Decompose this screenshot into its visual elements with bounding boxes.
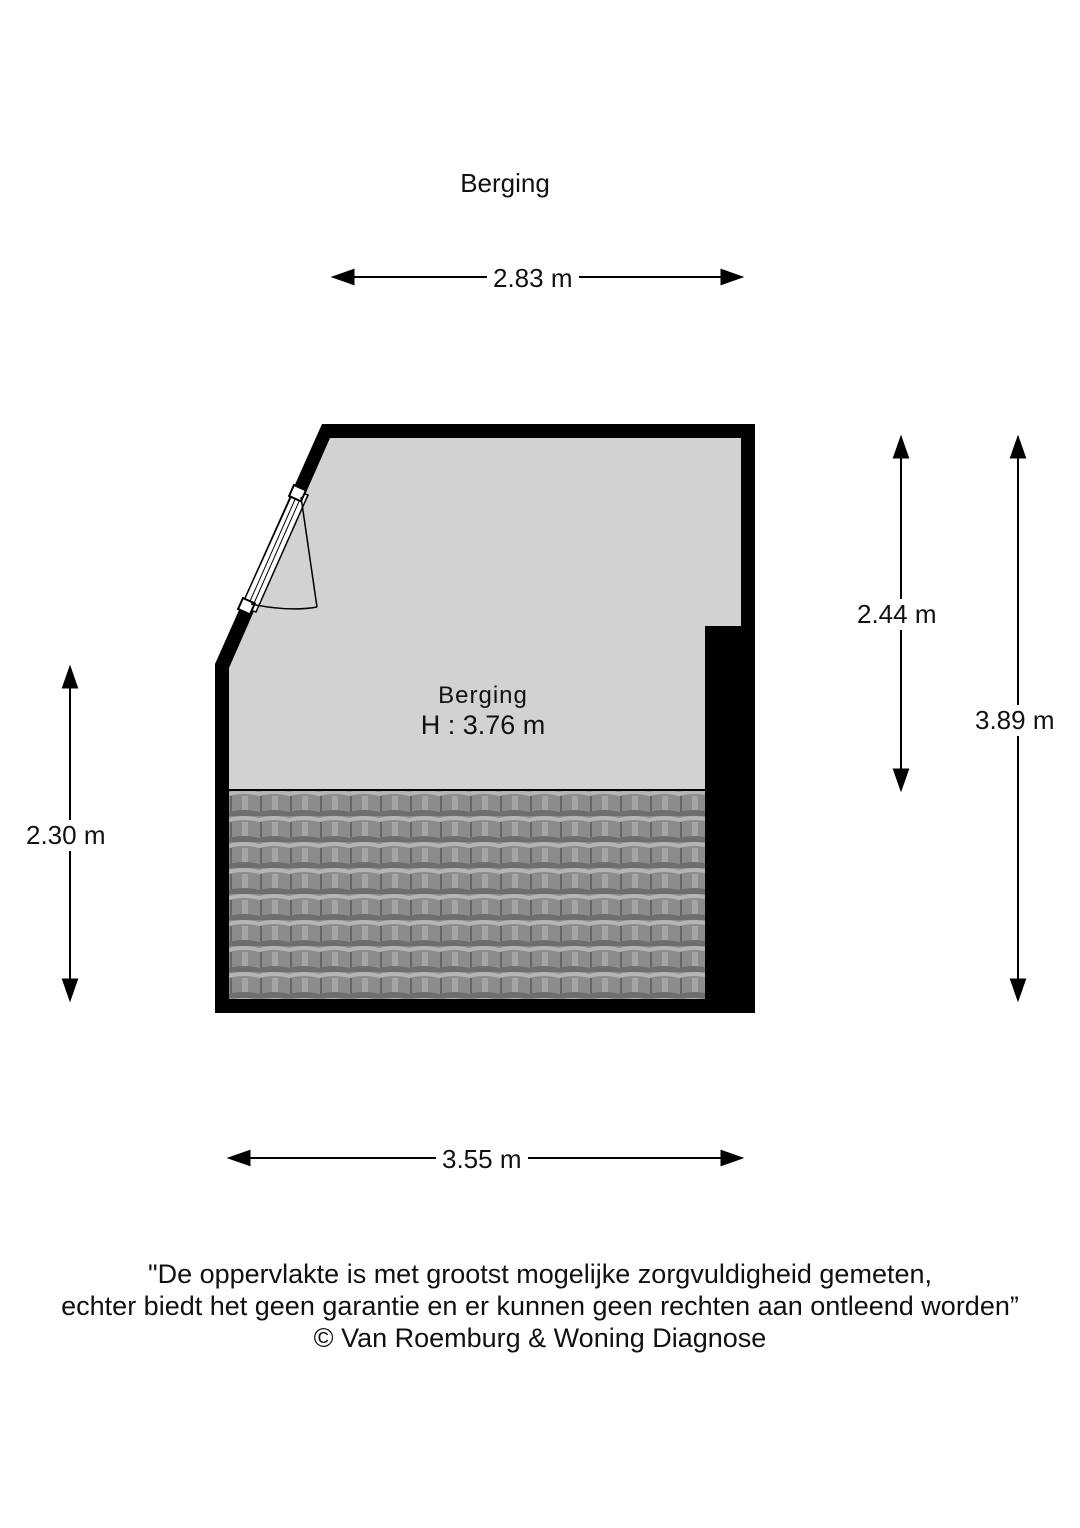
copyright-line: © Van Roemburg & Woning Diagnose: [313, 1323, 767, 1353]
dimension-bottom-width: 3.55 m: [436, 1144, 528, 1175]
dimension-right-total-height: 3.89 m: [969, 705, 1061, 736]
floor-title: Berging: [460, 168, 550, 198]
room-height: H : 3.76 m: [420, 710, 546, 740]
dimension-left-height: 2.30 m: [20, 820, 112, 851]
disclaimer: [0, 1258, 1080, 1354]
dimension-right-inner-height: 2.44 m: [851, 599, 943, 630]
disclaimer-line-2: echter biedt het geen garantie en er kunnen geen rechten aan ontleend worden”: [61, 1291, 1019, 1321]
roof-tiles: [229, 790, 705, 999]
room-name: Berging: [438, 682, 528, 709]
dimension-top-width: 2.83 m: [487, 263, 579, 294]
disclaimer-line-1: "De oppervlakte is met grootst mogelijke zorgvuldigheid gemeten,: [148, 1259, 932, 1289]
interior-wall: [705, 626, 720, 999]
